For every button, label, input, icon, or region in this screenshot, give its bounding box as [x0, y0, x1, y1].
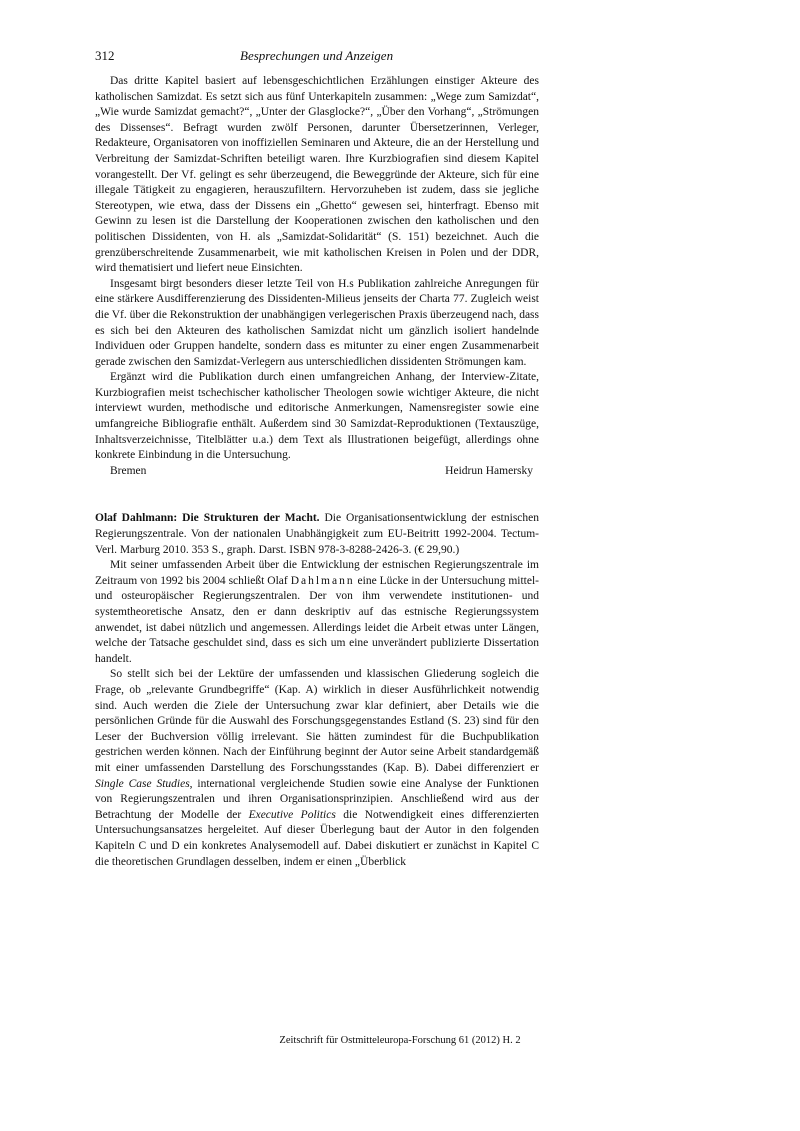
review1-paragraph-2: Insgesamt birgt besonders dieser letzte Teil von H.s Publikation zahlreiche Anregungen für eine stärkere Ausdifferenzierung des Dissidenten-Milieus jenseits der Charta 77. Zugleich weist die Vf. über die Rekonstruktion der unabhängigen verlegerischen Praxis überzeugend nach, dass es sich bei den Akteuren des katholischen Samizdat nicht um gänzlich isoliert handelnde Individuen oder Gruppen handelte, sondern dass es mitunter zu einer engen Zusammenarbeit gerade zwischen den Samizdat-Verlegern aus unterschiedlichen dissidenten Strömungen kam. — [95, 277, 539, 368]
main-text-column — [95, 74, 539, 870]
review1-reviewer: Heidrun Hamersky — [445, 464, 533, 477]
review2-term-single-case-studies: Single Case Studies — [95, 777, 190, 790]
page-number: 312 — [95, 48, 115, 63]
review2-paragraph-1 — [95, 558, 539, 667]
review1-paragraph-3: Ergänzt wird die Publikation durch einen umfangreichen Anhang, der Interview-Zitate, Kurzbiografien meist tschechischer katholischer Theologen sowie wichtiger Akteure, die nicht interviewt wurden, methodische und editorische Anmerkungen, Namensregister sowie eine umfangreiche Bibliografie enthält. Außerdem sind 30 Samizdat-Reproduktionen (Textauszüge, Inhaltsverzeichnisse, Titelblätter u.a.) dem Text als Illustrationen beigefügt, allerdings ohne konkrete Einbindung in die Untersuchung. — [95, 371, 539, 462]
review2-bibliographic-entry — [95, 511, 539, 558]
review1-signature — [95, 464, 539, 480]
review2-book-details: Die Organisationsentwicklung der estnischen Regierungszentrale. Von der nationalen Unabhängigkeit zum EU-Beitritt 1992-2004. Tectum-Verl. Marburg 2010. 353 S., graph. Darst. ISBN 978-3-8288-2426-3. (€ 29,90.) — [95, 512, 539, 556]
review1-paragraph-1: Das dritte Kapitel basiert auf lebensgeschichtlichen Erzählungen einstiger Akteure des katholischen Samizdat. Es setzt sich aus fünf Unterkapiteln zusammen: „Wege zum Samizdat“, „Wie wurde Samizdat gemacht?“, „Unter der Glasglocke?“, „Über den Vorhang“, „Strömungen des Dissenses“. Befragt wurden zwölf Personen, darunter Übersetzerinnen, Verleger, Redakteure, Organisatoren von inoffiziellen Seminaren und Akteure, die an der Herstellung und Verbreitung der Samizdat-Schriften beteiligt waren. Ihre Kurzbiografien sind diesem Kapitel vorangestellt. Der Vf. gelingt es sehr überzeugend, die Beweggründe der Akteure, sich für eine illegale Tätigkeit zu engagieren, herauszufiltern. Hervorzuheben ist zudem, dass sie jegliche Stereotypen, wie etwa, dass der Dissens ein „Ghetto“ gewesen sei, hinterfragt. Ebenso mit Gewinn zu lesen ist die Darstellung der Kooperationen zwischen den katholischen und den politischen Dissidenten, von H. als „Samizdat-Solidarität“ (S. 151) bezeichnet. Auch die grenzüberschreitende Zusammenarbeit, wie mit katholischen Kreisen in Polen und der DDR, wird thematisiert und liefert neue Einsichten. — [95, 75, 539, 275]
review2-p1-text-a: Mit seiner umfassenden Arbeit über die Entwicklung der estnischen Regierungszentrale im Zeitraum von 1992 bis 2004 schließt Olaf — [95, 559, 539, 587]
review2-paragraph-2 — [95, 667, 539, 870]
review1-place: Bremen — [110, 464, 147, 477]
running-title: Besprechungen und Anzeigen — [240, 48, 394, 63]
review2-book-title: Olaf Dahlmann: Die Strukturen der Macht. — [95, 512, 320, 525]
review2-p2-text-c: die Notwendigkeit eines differenzierten Untersuchungsansatzes hergeleitet. Auf dieser Überlegung baut der Autor in den folgenden Kapiteln C und D ein konkretes Analysemodell auf. Dabei diskutiert er zunächst in Kapitel C die theoretischen Grundlagen desselben, indem er einen „Überblick — [95, 808, 539, 868]
review-separator — [95, 479, 539, 511]
review2-p1-text-b: eine Lücke in der Untersuchung mittel- und osteuropäischer Regierungszentralen. Der von ihm verwendete institutionen- und systemtheoretische Ansatz, den er dann deskriptiv auf das estnische Regierungssystem anwendet, ist dabei nützlich und angemessen. Allerdings leidet die Arbeit etwas unter Längen, welche der Tatsache geschuldet sind, dass es sich um eine unverändert publizierte Dissertation handelt. — [95, 574, 539, 665]
review2-p2-text-b: , international vergleichende Studien sowie eine Analyse der Funktionen von Regierungszentralen und ihren Organisationsprinzipien. Anschließend wird aus der Betrachtung der Modelle der — [95, 777, 539, 821]
review2-term-executive-politics: Executive Politics — [248, 808, 336, 821]
journal-footer: Zeitschrift für Ostmitteleuropa-Forschung 61 (2012) H. 2 — [279, 1035, 521, 1046]
review2-author-name: Dahlmann — [290, 574, 355, 587]
review2-p2-text-a: So stellt sich bei der Lektüre der umfassenden und klassischen Gliederung sogleich die Frage, ob „relevante Grundbegriffe“ (Kap. A) wirklich in dieser Ausführlichkeit notwendig sind. Auch werden die Ziele der Untersuchung zwar klar definiert, aber Details wie die persönlichen Gründe für die Auswahl des Forschungsgegenstandes Estland (S. 23) sind für den Leser der Buchversion völlig irrelevant. Sie hätten zumindest für die Buchpublikation gestrichen werden können. Nach der Einführung beginnt der Autor seine Arbeit standardgemäß mit einer umfassenden Darstellung des Forschungsstandes (Kap. B). Dabei differenziert er — [95, 668, 539, 774]
